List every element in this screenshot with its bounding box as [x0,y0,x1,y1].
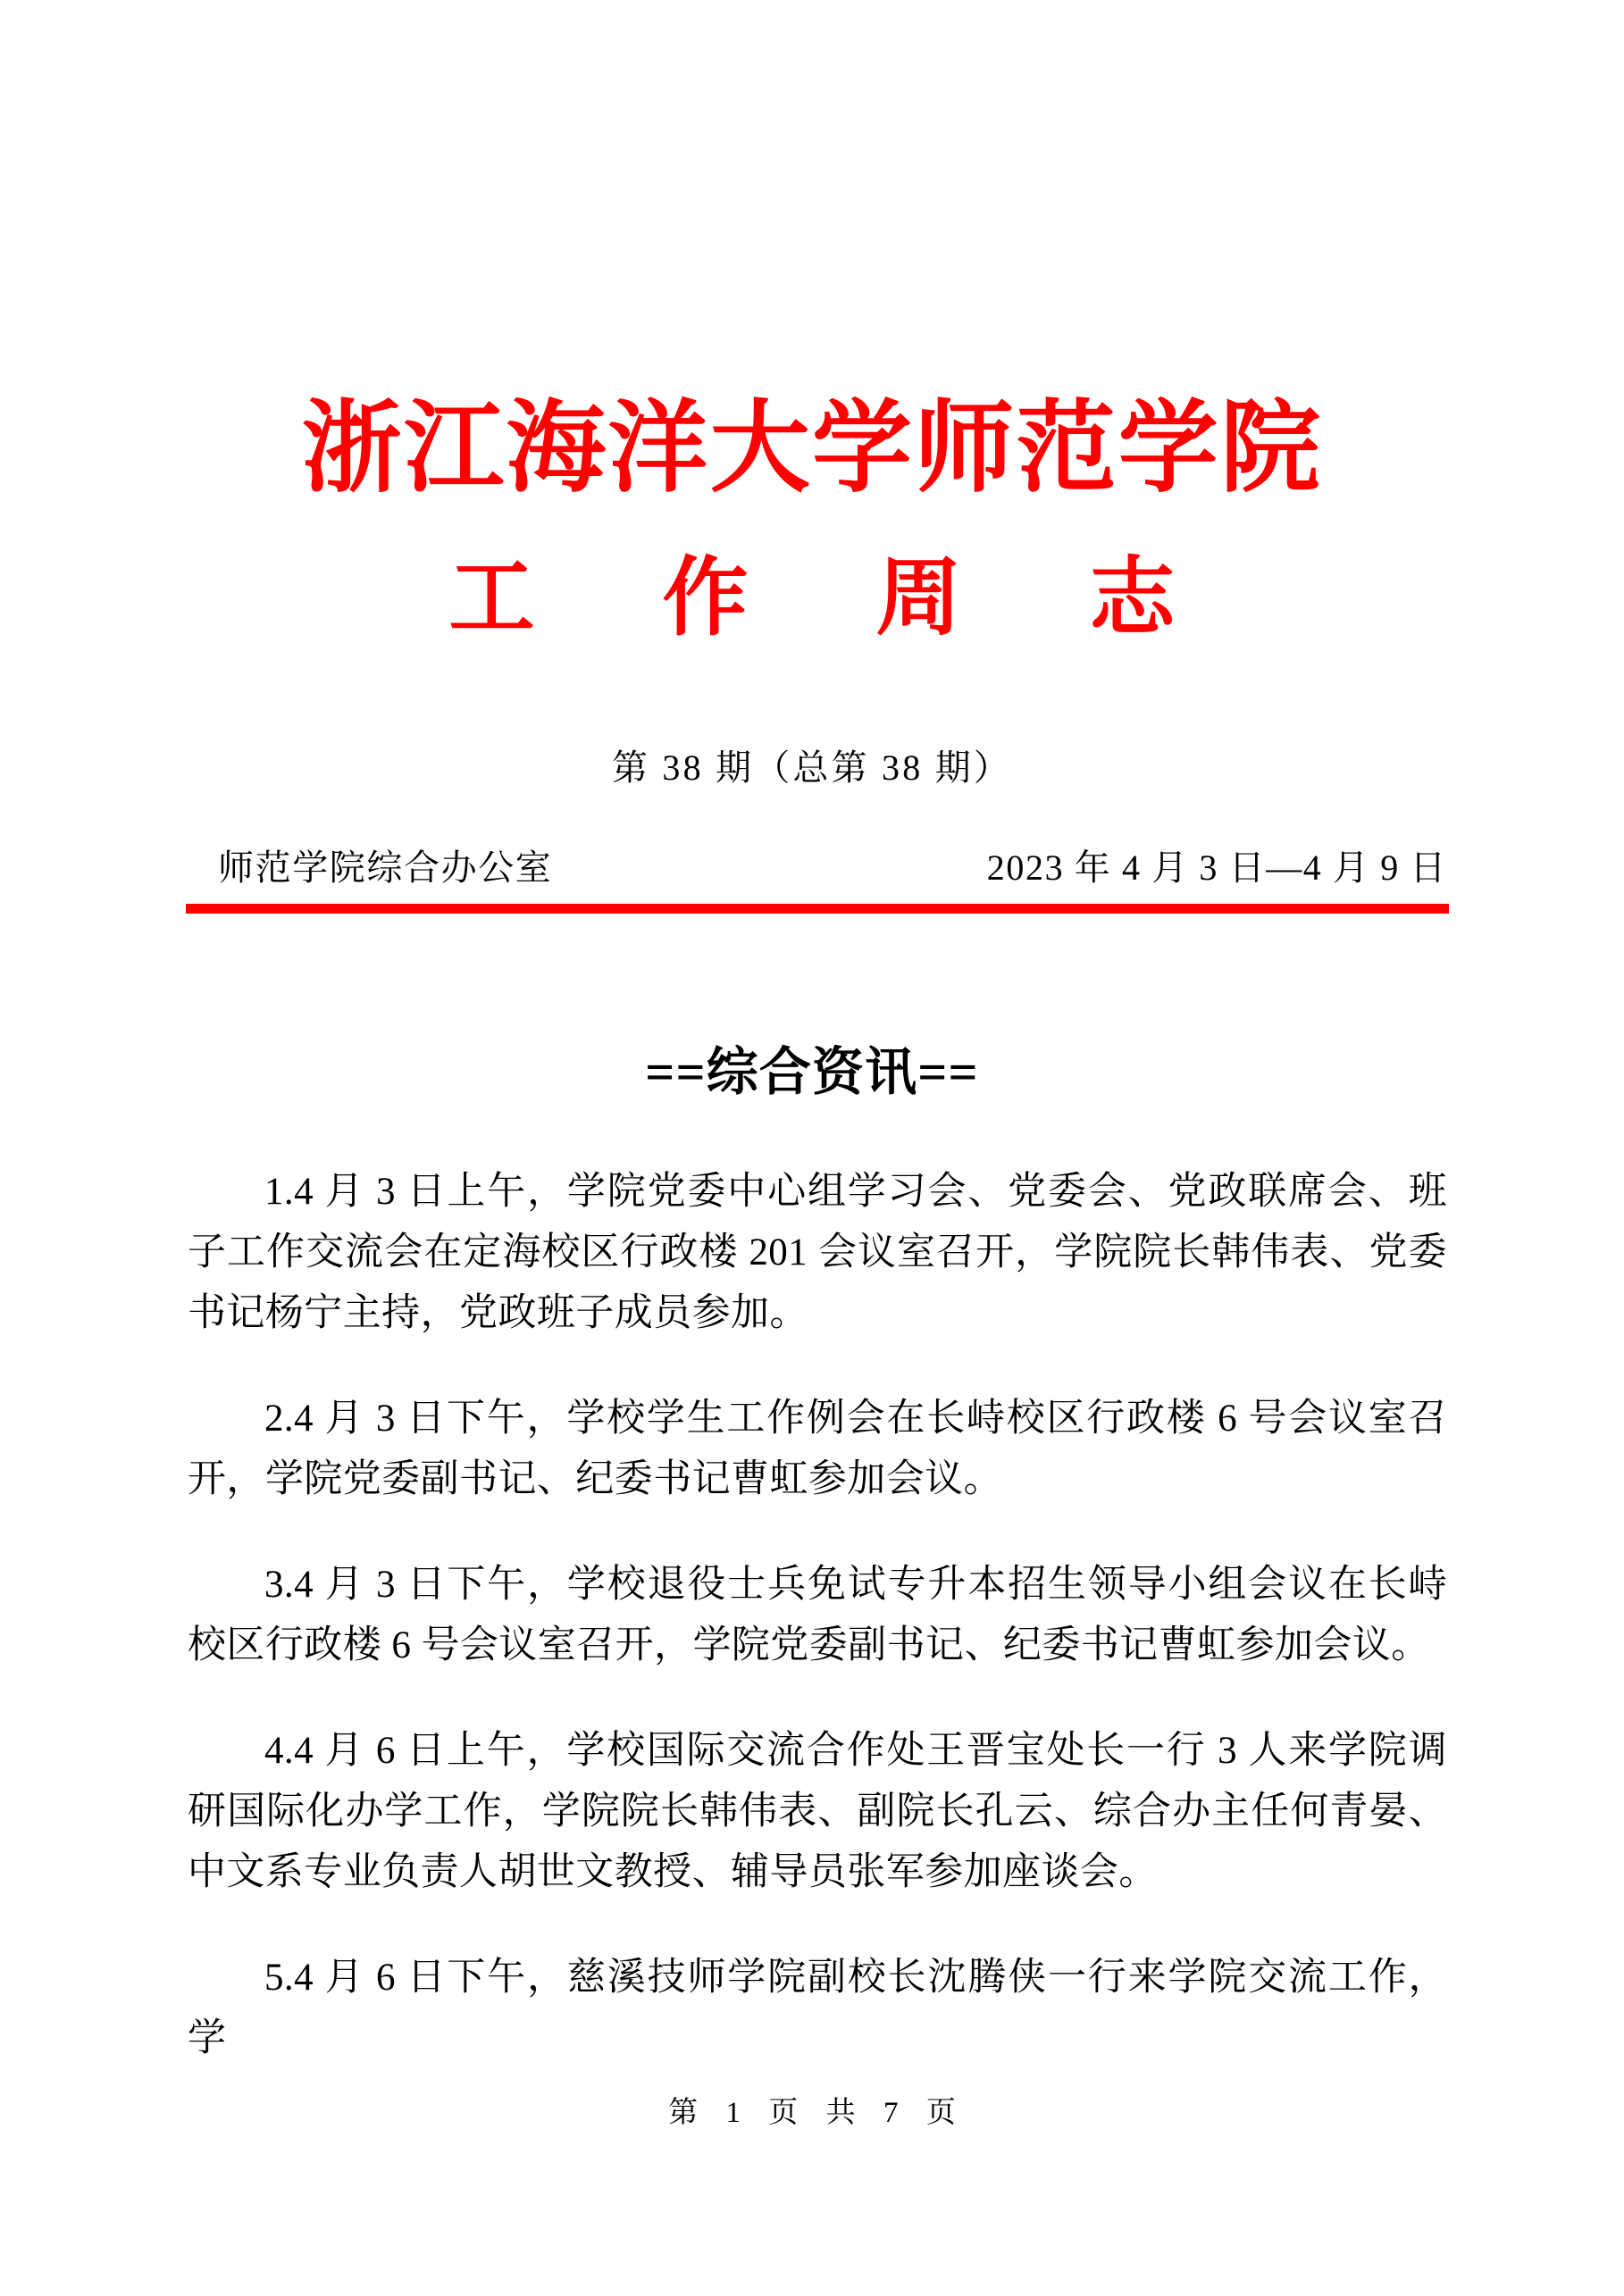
document-body [188,1162,1447,2069]
issue-number: 第 38 期（总第 38 期） [612,747,1012,788]
date-range: 2023 年 4 月 3 日—4 月 9 日 [986,847,1447,888]
document-title: 浙江海洋大学师范学院 [301,394,1323,505]
paragraph-1: 1.4 月 3 日上午，学院党委中心组学习会、党委会、党政联席会、班子工作交流会在定海校区行政楼 201 会议室召开，学院院长韩伟表、党委书记杨宁主持，党政班子成员参加。 [188,1171,1447,1334]
red-divider-rule [186,904,1449,914]
paragraph-3: 3.4 月 3 日下午，学校退役士兵免试专升本招生领导小组会议在长峙校区行政楼 6 号会议室召开，学院党委副书记、纪委书记曹虹参加会议。 [188,1564,1447,1666]
paragraph-2: 2.4 月 3 日下午，学校学生工作例会在长峙校区行政楼 6 号会议室召开，学院党委副书记、纪委书记曹虹参加会议。 [188,1398,1447,1500]
masthead-info-row [188,845,1447,891]
issuing-office: 师范学院综合办公室 [218,847,553,888]
page-number-footer: 第 1 页 共 7 页 [668,2097,967,2129]
section-header: ==综合资讯== [645,1043,979,1101]
document-subtitle: 工 作 周 志 [448,550,1229,646]
paragraph-5: 5.4 月 6 日下午，慈溪技师学院副校长沈腾侠一行来学院交流工作，学 [188,1957,1447,2059]
paragraph-4: 4.4 月 6 日上午，学校国际交流合作处王晋宝处长一行 3 人来学院调研国际化办学工作，学院院长韩伟表、副院长孔云、综合办主任何青晏、中文系专业负责人胡世文教授、辅导员张军参加座谈会。 [188,1730,1447,1893]
